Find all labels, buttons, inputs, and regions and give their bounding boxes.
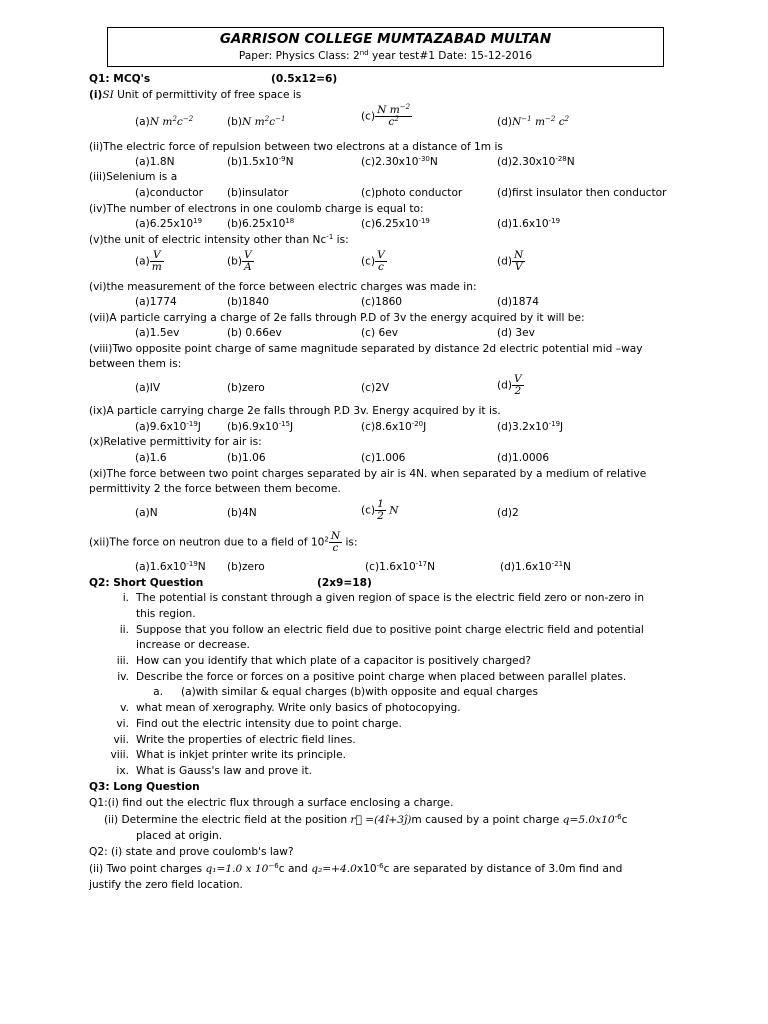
long-q-text: placed at origin.: [136, 830, 223, 842]
short-q-number: vii.: [113, 734, 129, 746]
mcq-option: (c) $\frac{V}{c}$: [361, 249, 385, 273]
long-q-text: (ii) Determine the electric field at the position r⃗ =(4î+3ĵ)m caused by a point charge $q=5.0x10^{-6}c$: [104, 813, 628, 826]
mcq-option: (a) $\frac{V}{m}$: [135, 249, 162, 273]
mcq-question-cont: between them is:: [89, 358, 182, 370]
short-q-text: increase or decrease.: [136, 639, 250, 651]
short-q-text: Write the properties of electric field lines.: [136, 734, 356, 746]
short-q-number: ii.: [119, 624, 129, 636]
mcq-option: (d)1.0006: [497, 452, 550, 464]
short-q-number: i.: [122, 592, 129, 604]
mcq-option: $(a)6.25x10^{19}$: [135, 217, 203, 230]
short-q-text: What is inkjet printer write its principle.: [136, 749, 346, 761]
paper-info: Paper: Physics Class: 2nd year test#1 Date: 15-12-2016: [238, 49, 533, 62]
mcq-option: $(c)1.6x10^{-17}N$: [365, 560, 436, 573]
mcq-option: (d) $\frac{V}{2}$: [497, 373, 522, 397]
short-q-number: iii.: [116, 655, 129, 667]
short-q-text: this region.: [136, 608, 196, 620]
q3-label: Q3: Long Question: [89, 781, 200, 793]
q2-label: Q2: Short Question: [89, 577, 204, 589]
mcq-option: $(c)8.6x10^{-20}J$: [361, 420, 427, 433]
short-q-text: How can you identify that which plate of a capacitor is positively charged?: [136, 655, 532, 667]
mcq-option: (a)1.5ev: [135, 327, 180, 339]
mcq-question: (xi)The force between two point charges separated by air is 4N. when separated by a medium of relative: [89, 468, 647, 480]
mcq-question: (i)SI Unit of permittivity of free space is: [89, 89, 302, 101]
mcq-option: (a)IV: [135, 382, 161, 394]
mcq-option: $(d)N^{-1}$ $m^{-2}$ $c^2$: [497, 115, 570, 128]
short-q-number: v.: [120, 702, 129, 714]
mcq-option: (c)2V: [361, 382, 390, 394]
mcq-option: $(d)2.30x10^{-28}N$: [497, 155, 575, 168]
mcq-option: $(c)6.25x10^{-19}$: [361, 217, 430, 230]
short-q-text: Suppose that you follow an electric field due to positive point charge electric field and potential: [136, 624, 644, 636]
short-q-text: What is Gauss's law and prove it.: [136, 765, 312, 777]
mcq-option: (b)4N: [227, 507, 257, 519]
mcq-question: (v)the unit of electric intensity other than $Nc^{-1}$ is:: [89, 233, 349, 246]
header-box: [107, 27, 664, 67]
mcq-option: (c) $\frac{N m^{-2}}{c^2}$: [361, 103, 411, 128]
mcq-option: $(b)6.25x10^{18}$: [227, 217, 295, 230]
short-q-subnumber: a.: [153, 686, 163, 698]
mcq-option: (c) 6ev: [361, 327, 398, 339]
mcq-option: (d) $\frac{N}{V}$: [497, 249, 524, 273]
mcq-option: $(a)1.6x10^{-19}N$: [135, 560, 206, 573]
mcq-option: (c)1860: [361, 296, 403, 308]
q1-label: Q1: MCQ's: [89, 73, 151, 85]
long-q-text: justify the zero field location.: [89, 879, 243, 891]
mcq-option: (c)1.006: [361, 452, 406, 464]
q1-marks: (0.5x12=6): [271, 73, 338, 85]
long-q-text: (ii) Two point charges q₁=1.0 x $10^{-6}c$ and $q_2=+4.0x10^{-6}c$ are separated by distance of 3.0m find and: [89, 862, 623, 875]
mcq-question: (iii)Selenium is a: [89, 171, 178, 183]
mcq-option: (a)1.8N: [135, 156, 175, 168]
short-q-number: iv.: [117, 671, 129, 683]
mcq-option: (a)N $m^2c^{-2}$: [135, 115, 194, 128]
short-q-number: viii.: [110, 749, 129, 761]
mcq-option: (d) 3ev: [497, 327, 535, 339]
mcq-option: (b)1.06: [227, 452, 266, 464]
mcq-option: (b) $\frac{V}{A}$: [227, 249, 252, 273]
mcq-option: (d)first insulator then conductor: [497, 187, 667, 199]
long-q-text: Q2: (i) state and prove coulomb's law?: [89, 846, 294, 858]
q2-marks: (2x9=18): [317, 577, 372, 589]
mcq-option: (c)photo conductor: [361, 187, 463, 199]
short-q-text: (a)with similar & equal charges (b)with opposite and equal charges: [181, 686, 538, 698]
mcq-option: (b) 0.66ev: [227, 327, 282, 339]
mcq-option: (b)insulator: [227, 187, 289, 199]
mcq-option: (d)2: [497, 507, 519, 519]
short-q-number: ix.: [116, 765, 129, 777]
mcq-option: (b)zero: [227, 382, 265, 394]
mcq-option: $(b)6.9x10^{-15}J$: [227, 420, 294, 433]
mcq-question: (ix)A particle carrying charge 2e falls through P.D 3v. Energy acquired by it is.: [89, 405, 501, 417]
mcq-option: (a)1.6: [135, 452, 167, 464]
mcq-question-cont: permittivity 2 the force between them become.: [89, 483, 341, 495]
mcq-option: $(d)3.2x10^{-19}J$: [497, 420, 564, 433]
college-title: GARRISON COLLEGE MUMTAZABAD MULTAN: [219, 31, 552, 47]
mcq-option: (a)1774: [135, 296, 177, 308]
mcq-option: $(a)9.6x10^{-19}J$: [135, 420, 201, 433]
short-q-text: Describe the force or forces on a positive point charge when placed between parallel plates.: [136, 671, 627, 683]
mcq-question: (iv)The number of electrons in one coulomb charge is equal to:: [89, 203, 424, 215]
short-q-text: Find out the electric intensity due to point charge.: [136, 718, 402, 730]
mcq-option: $(c)2.30x10^{-30}N$: [361, 155, 438, 168]
mcq-option: (d)1874: [497, 296, 539, 308]
mcq-question: (ii)The electric force of repulsion between two electrons at a distance of 1m is: [89, 141, 503, 153]
mcq-question: (viii)Two opposite point charge of same magnitude separated by distance 2d electric potential mid –way: [89, 343, 643, 355]
mcq-option: $(d)1.6x10^{-21}N$: [500, 560, 571, 573]
short-q-text: what mean of xerography. Write only basics of photocopying.: [136, 702, 461, 714]
mcq-question: (xii)The force on neutron due to a field of $10^2$ $\frac{N}{c}$ is:: [89, 530, 358, 554]
mcq-question: (x)Relative permittivity for air is:: [89, 436, 262, 448]
mcq-option: (b)N $m^2c^{-1}$: [227, 115, 286, 128]
mcq-option: (a)N: [135, 507, 158, 519]
long-q-text: Q1:(i) find out the electric flux through a surface enclosing a charge.: [89, 797, 454, 809]
mcq-option: $(b)1.5x10^{-9}N$: [227, 155, 294, 168]
short-q-text: The potential is constant through a given region of space is the electric field zero or non-zero in: [136, 592, 645, 604]
mcq-option: (b)1840: [227, 296, 269, 308]
mcq-option: (c) $\frac{1}{2}$ N: [361, 498, 399, 522]
mcq-question: (vii)A particle carrying a charge of 2e falls through P.D of 3v the energy acquired by it will be:: [89, 312, 585, 324]
mcq-option: $(d)1.6x10^{-19}$: [497, 217, 561, 230]
short-q-number: vi.: [116, 718, 129, 730]
mcq-option: (b)zero: [227, 561, 265, 573]
mcq-option: (a)conductor: [135, 187, 204, 199]
mcq-question: (vi)the measurement of the force between electric charges was made in:: [89, 281, 477, 293]
